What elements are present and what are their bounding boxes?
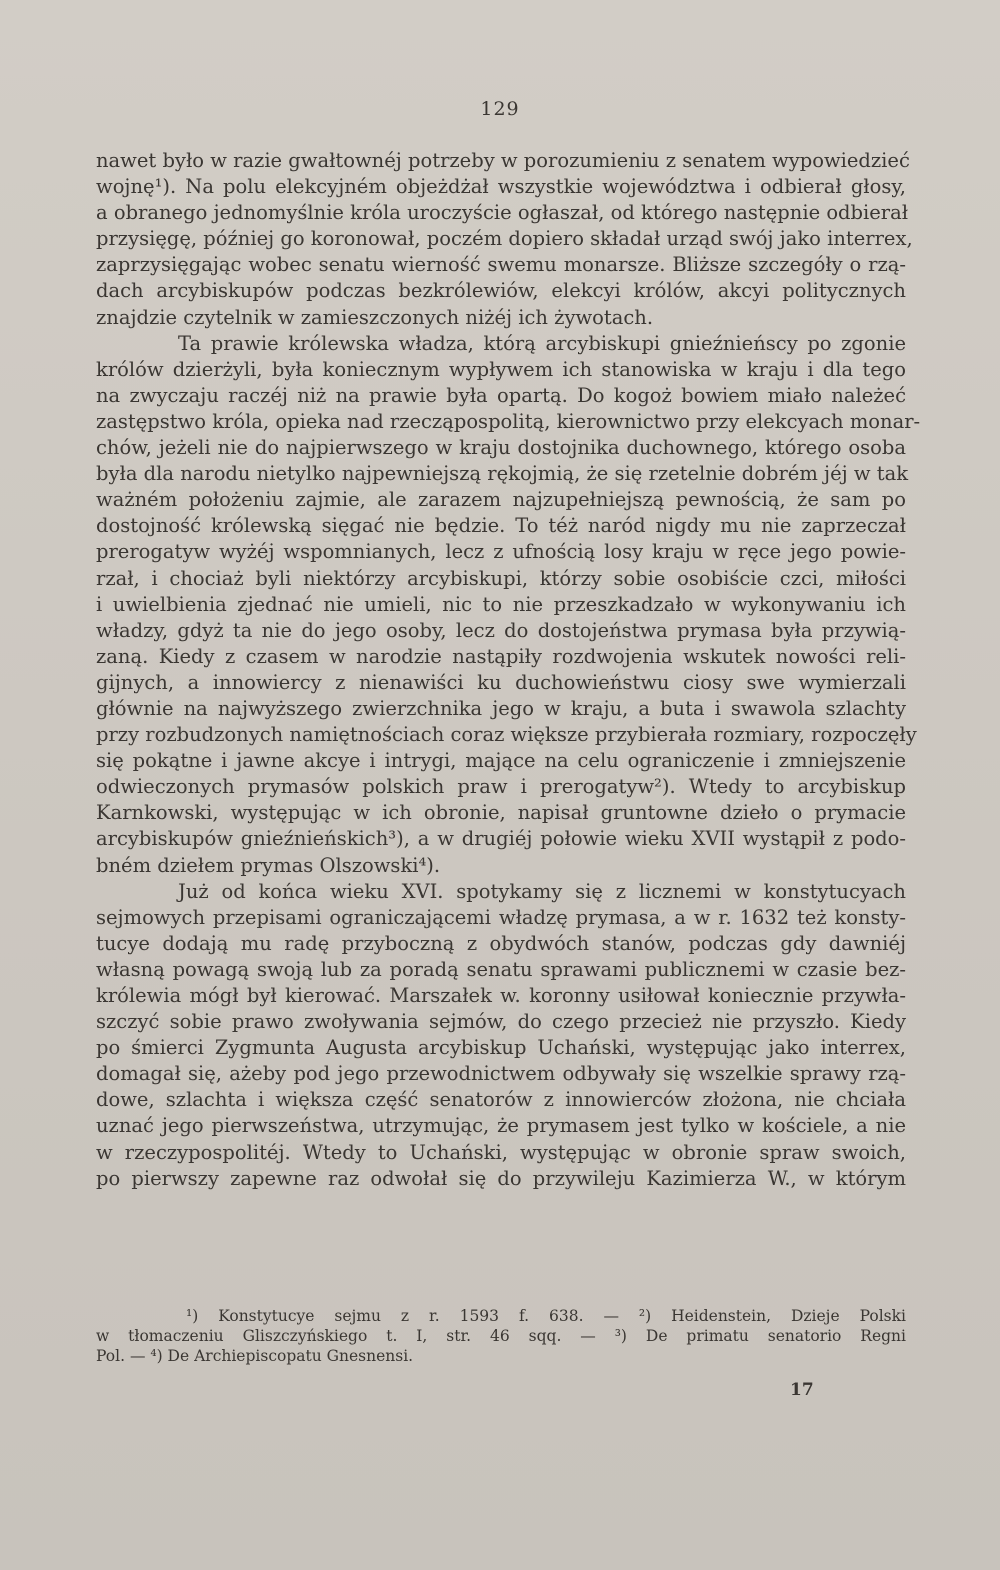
text-line: zaną. Kiedy z czasem w narodzie nastąpiły rozdwojenia wskutek nowości reli- bbox=[96, 644, 906, 668]
text-line: nawet było w razie gwałtownéj potrzeby w porozumieniu z senatem wypowiedzieć bbox=[96, 149, 910, 172]
footnote-line: w tłomaczeniu Gliszczyńskiego t. I, str. 46 sqq. — ³) De primatu senatorio Regni bbox=[96, 1327, 906, 1345]
text-line: królów dzierżyli, była koniecznym wypływem ich stanowiska w kraju i dla tego bbox=[96, 357, 906, 381]
footnote-line: ¹) Konstytucye sejmu z r. 1593 f. 638. — ²) Heidenstein, Dzieje Polski bbox=[186, 1307, 906, 1325]
text-line: uznać jego pierwszeństwa, utrzymując, że prymasem jest tylko w kościele, a nie bbox=[96, 1114, 906, 1138]
text-line: prerogatyw wyżéj wspomnianych, lecz z ufnością losy kraju w ręce jego powie- bbox=[96, 540, 906, 564]
text-line: arcybiskupów gnieźnieńskich³), a w drugiéj połowie wieku XVII wystąpił z podo- bbox=[96, 827, 906, 851]
text-line: królewia mógł był kierować. Marszałek w. koronny usiłował koniecznie przywła- bbox=[96, 984, 906, 1007]
text-line: po śmierci Zygmunta Augusta arcybiskup Uchański, występując jako interrex, bbox=[96, 1036, 906, 1060]
text-line: sejmowych przepisami ograniczającemi władzę prymasa, a w r. 1632 też konsty- bbox=[96, 905, 906, 929]
text-line: zaprzysięgając wobec senatu wierność swemu monarsze. Bliższe szczegóły o rzą- bbox=[96, 253, 906, 277]
text-line: własną powagą swoją lub za poradą senatu sprawami publicznemi w czasie bez- bbox=[96, 957, 906, 981]
text-line: władzy, gdyż ta nie do jego osoby, lecz do dostojeństwa prymasa była przywią- bbox=[96, 618, 906, 642]
footnote-line: Pol. — ⁴) De Archiepiscopatu Gnesnensi. bbox=[96, 1347, 414, 1365]
text-line: się pokątne i jawne akcye i intrygi, mające na celu ograniczenie i zmniejszenie bbox=[96, 749, 906, 773]
text-line: chów, jeżeli nie do najpierwszego w kraju dostojnika duchownego, którego osoba bbox=[96, 436, 906, 460]
text-line: i uwielbienia zjednać nie umieli, nic to nie przeszkadzało w wykonywaniu ich bbox=[96, 592, 906, 616]
text-line: dostojność królewską sięgać nie będzie. To téż naród nigdy mu nie zaprzeczał bbox=[96, 514, 906, 538]
body-text bbox=[96, 148, 921, 1192]
text-line: wojnę¹). Na polu elekcyjném objeżdżał wszystkie województwa i odbierał głosy, bbox=[96, 175, 906, 199]
text-line: gijnych, a innowiercy z nienawiści ku duchowieństwu ciosy swe wymierzali bbox=[96, 670, 906, 694]
text-line: rzał, i chociaż byli niektórzy arcybiskupi, którzy sobie osobiście czci, miłości bbox=[96, 566, 906, 590]
text-line: dowe, szlachta i większa część senatorów z innowierców złożona, nie chciała bbox=[96, 1088, 906, 1112]
text-line: Karnkowski, występując w ich obronie, napisał gruntowne dzieło o prymacie bbox=[96, 801, 906, 825]
text-line: szczyć sobie prawo zwoływania sejmów, do czego przecież nie przyszło. Kiedy bbox=[96, 1010, 906, 1034]
text-line: odwieczonych prymasów polskich praw i prerogatyw²). Wtedy to arcybiskup bbox=[96, 775, 906, 799]
text-line: na zwyczaju raczéj niż na prawie była opartą. Do kogoż bowiem miało należeć bbox=[96, 383, 906, 407]
text-line: a obranego jednomyślnie króla uroczyście ogłaszał, od którego następnie odbierał bbox=[96, 201, 909, 225]
text-line: przysięgę, później go koronował, poczém dopiero składał urząd swój jako interrex, bbox=[96, 227, 913, 251]
text-line: w rzeczypospolitéj. Wtedy to Uchański, występując w obronie spraw swoich, bbox=[96, 1140, 906, 1164]
text-line: domagał się, ażeby pod jego przewodnictwem odbywały się wszelkie sprawy rzą- bbox=[96, 1062, 906, 1086]
text-line: Już od końca wieku XVI. spotykamy się z licznemi w konstytucyach bbox=[178, 879, 906, 903]
text-line: ważném położeniu zajmie, ale zarazem najzupełniejszą pewnością, że sam po bbox=[96, 488, 906, 512]
text-line: była dla narodu nietylko najpewniejszą rękojmią, że się rzetelnie dobrém jéj w tak bbox=[96, 462, 909, 486]
printer-signature-mark: 17 bbox=[790, 1380, 814, 1400]
text-line: znajdzie czytelnik w zamieszczonych niżéj ich żywotach. bbox=[96, 305, 654, 329]
page-number: 129 bbox=[480, 98, 520, 120]
text-line: po pierwszy zapewne raz odwołał się do przywileju Kazimierza W., w którym bbox=[96, 1166, 906, 1190]
text-line: bném dziełem prymas Olszowski⁴). bbox=[96, 853, 441, 877]
text-line: Ta prawie królewska władza, którą arcybiskupi gnieźnieńscy po zgonie bbox=[178, 331, 906, 355]
text-line: głównie na najwyższego zwierzchnika jego w kraju, a buta i swawola szlachty bbox=[96, 696, 906, 720]
text-line: przy rozbudzonych namiętnościach coraz większe przybierała rozmiary, rozpoczęły bbox=[96, 723, 917, 747]
text-line: tucye dodają mu radę przyboczną z obydwóch stanów, podczas gdy dawniéj bbox=[96, 931, 906, 955]
text-line: zastępstwo króla, opieka nad rzecząpospolitą, kierownictwo przy elekcyach monar- bbox=[96, 409, 921, 433]
text-line: dach arcybiskupów podczas bezkrólewiów, elekcyi królów, akcyi politycznych bbox=[96, 279, 906, 303]
footnotes bbox=[96, 1306, 906, 1366]
